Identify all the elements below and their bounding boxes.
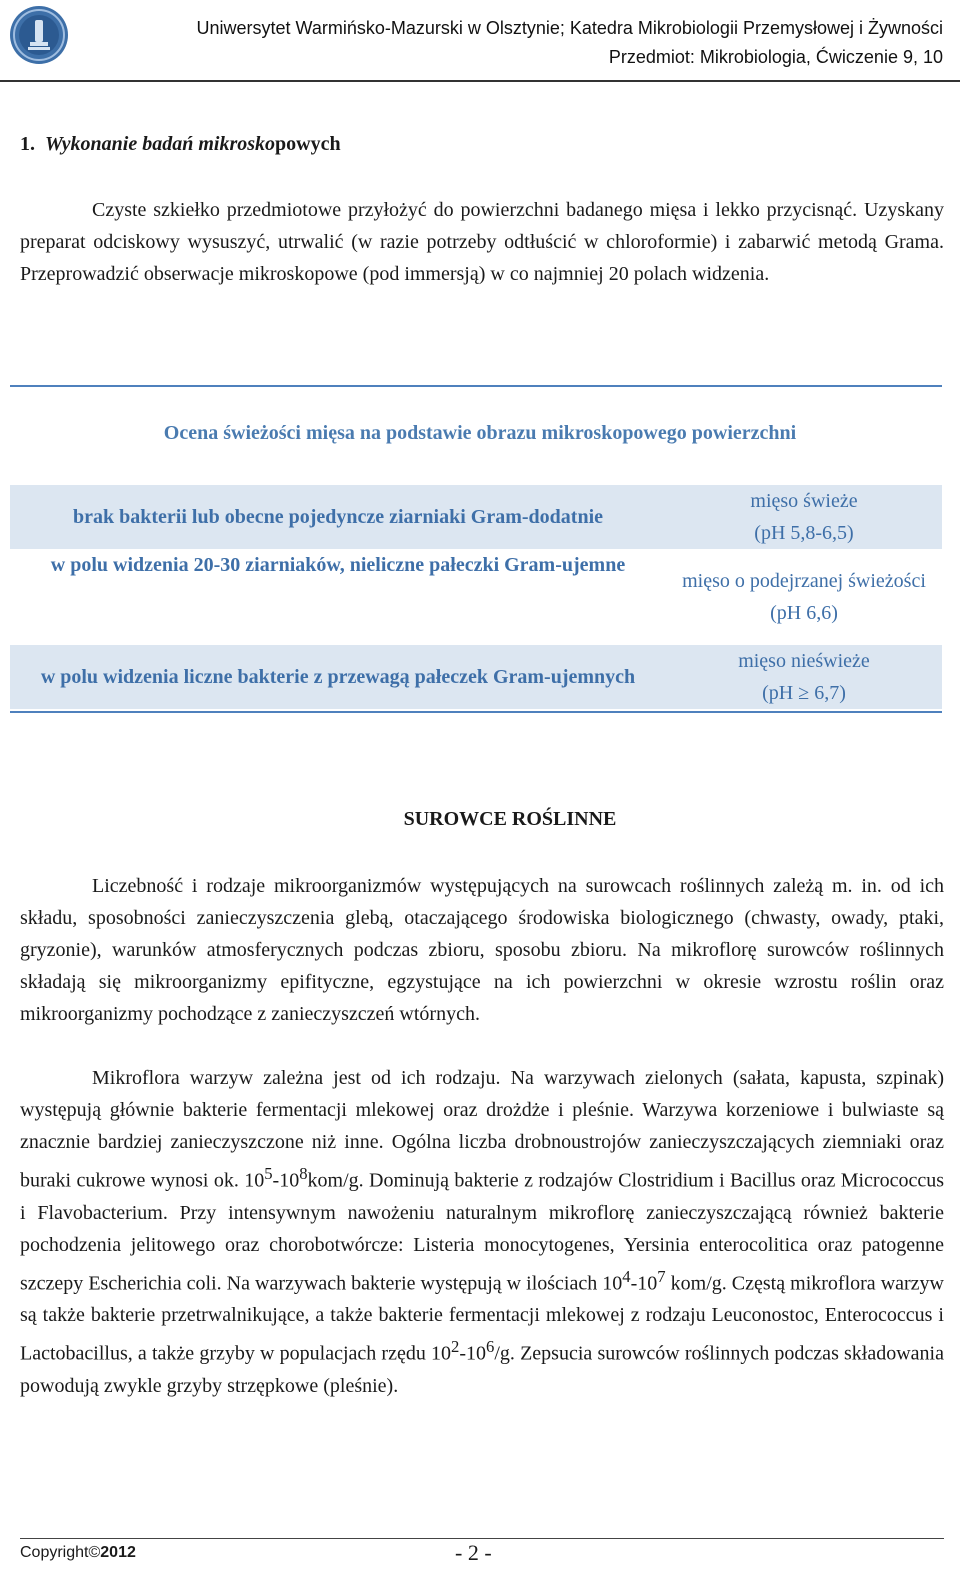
section-heading-microscopy xyxy=(20,133,341,156)
plant-text-2d: -10 xyxy=(630,1272,658,1295)
exponent: 6 xyxy=(486,1337,495,1357)
section-title-italic: Wykonanie badań mikrosko xyxy=(45,133,276,155)
plant-paragraph-1 xyxy=(20,870,944,1030)
section-number: 1. xyxy=(20,133,35,155)
grade-cell xyxy=(666,485,942,549)
plant-text-2b: -10 xyxy=(272,1169,300,1192)
university-emblem-icon xyxy=(8,4,70,66)
copyright-label: Copyright© xyxy=(20,1544,101,1561)
exponent: 2 xyxy=(451,1337,460,1357)
microscopy-text: Czyste szkiełko przedmiotowe przyłożyć do powierzchni badanego mięsa i lekko przycisnąć. Uzyskany preparat odciskowy wysuszyć, utrwalić (w razie potrzeby odtłuścić w chloroformie) i zabarwić metodą Grama. Przeprowadzić obserwacje mikroskopowe (pod immersją) w co najmniej 20 polach widzenia. xyxy=(20,199,944,285)
grade-label: mięso nieświeże xyxy=(738,650,870,672)
criterion-cell: brak bakterii lub obecne pojedyncze ziarniaki Gram-dodatnie xyxy=(10,485,666,549)
exponent: 5 xyxy=(264,1164,273,1183)
grade-label: mięso świeże xyxy=(750,490,858,512)
table-row xyxy=(10,645,942,709)
plant-text-1: Liczebność i rodzaje mikroorganizmów występujących na surowcach roślinnych zależą m. in. od ich składu, sposobności zanieczyszczenia glebą, otaczającego środowiska biologicznego (chwasty, owady, ptaki, gryzonie), warunków atmosferycznych podczas zbioru, sposobu zbioru. Na mikroflorę surowców roślinnych składają się mikroorganizmy epifityczne, egzystujące na ich powierzchni w okresie wzrostu roślin oraz mikroorganizmy pochodzące z zanieczyszczeń wtórnych. xyxy=(20,875,944,1025)
exponent: 7 xyxy=(657,1266,666,1286)
ph-label: (pH 6,6) xyxy=(770,602,838,624)
footer-divider xyxy=(20,1538,944,1539)
page-number: - 2 - xyxy=(455,1540,492,1565)
grade-cell xyxy=(666,645,942,709)
table-row xyxy=(10,549,942,645)
plant-text-2e: kom/g. Częstą mikroflora warzyw są także bakterie przetrwalnikujące, a także bakterie fermentacji mlekowej z rodzaju Leuconostoc, Enterococcus i Lactobacillus, a także grzyby w populacjach rzędu 10 xyxy=(20,1272,944,1365)
copyright-year: 2012 xyxy=(100,1544,136,1561)
plant-text-2f: -10 xyxy=(459,1342,487,1365)
header-institution: Uniwersytet Warmińsko-Mazurski w Olsztynie; Katedra Mikrobiologii Przemysłowej i Żywności xyxy=(196,18,943,38)
ph-label: (pH 5,8-6,5) xyxy=(754,522,854,544)
criterion-cell: w polu widzenia 20-30 ziarniaków, nieliczne pałeczki Gram-ujemne xyxy=(50,554,626,576)
freshness-table xyxy=(10,485,942,709)
criterion-cell: w polu widzenia liczne bakterie z przewagą pałeczek Gram-ujemnych xyxy=(10,645,666,709)
exponent: 8 xyxy=(299,1164,308,1183)
header-subject: Przedmiot: Mikrobiologia, Ćwiczenie 9, 10 xyxy=(608,47,943,67)
ph-label: (pH ≥ 6,7) xyxy=(762,682,846,704)
microscopy-paragraph xyxy=(20,194,944,290)
copyright-notice xyxy=(20,1544,136,1562)
plant-paragraph-2 xyxy=(20,1062,944,1402)
plant-text-2c: kom/g. Dominują bakterie z rodzajów Clostridium i Bacillus oraz Micrococcus i Flavobacterium. Przy intensywnym nawożeniu naturalnym mikroflorę zanieczyszczającą również bakterie pochodzenia jelitowego oraz chorobotwórcze: Listeria monocytogenes, Yersinia enterocolitica oraz patogenne szczepy Escherichia coli. Na warzywach bakterie występują w ilościach 10 xyxy=(20,1169,944,1295)
plant-text-2g: /g. Zepsucia surowców roślinnych podczas składowania powodują zwykle grzyby strzępkowe (pleśnie). xyxy=(20,1342,944,1397)
exponent: 4 xyxy=(622,1266,631,1286)
table-bottom-rule xyxy=(10,711,942,713)
table-top-rule xyxy=(10,385,942,387)
grade-cell xyxy=(666,549,942,645)
table-row xyxy=(10,485,942,549)
grade-label: mięso o podejrzanej świeżości xyxy=(682,570,926,592)
plant-text-2a: Mikroflora warzyw zależna jest od ich rodzaju. Na warzywach zielonych (sałata, kapusta, szpinak) występują głównie bakterie fermentacji mlekowej oraz drożdże i pleśnie. Warzywa korzeniowe i bulwiaste są znacznie bardziej zanieczyszczone niż inne. Ogólna liczba drobnoustrojów zanieczyszczających ziemniaki oraz buraki cukrowe wynosi ok. 10 xyxy=(20,1067,944,1192)
section-heading-plant-materials: SUROWCE ROŚLINNE xyxy=(403,808,617,830)
section-title-rest: powych xyxy=(275,133,341,155)
header-divider xyxy=(0,80,960,82)
page-header xyxy=(0,0,960,86)
table-title: Ocena świeżości mięsa na podstawie obrazu mikroskopowego powierzchni xyxy=(163,422,797,444)
